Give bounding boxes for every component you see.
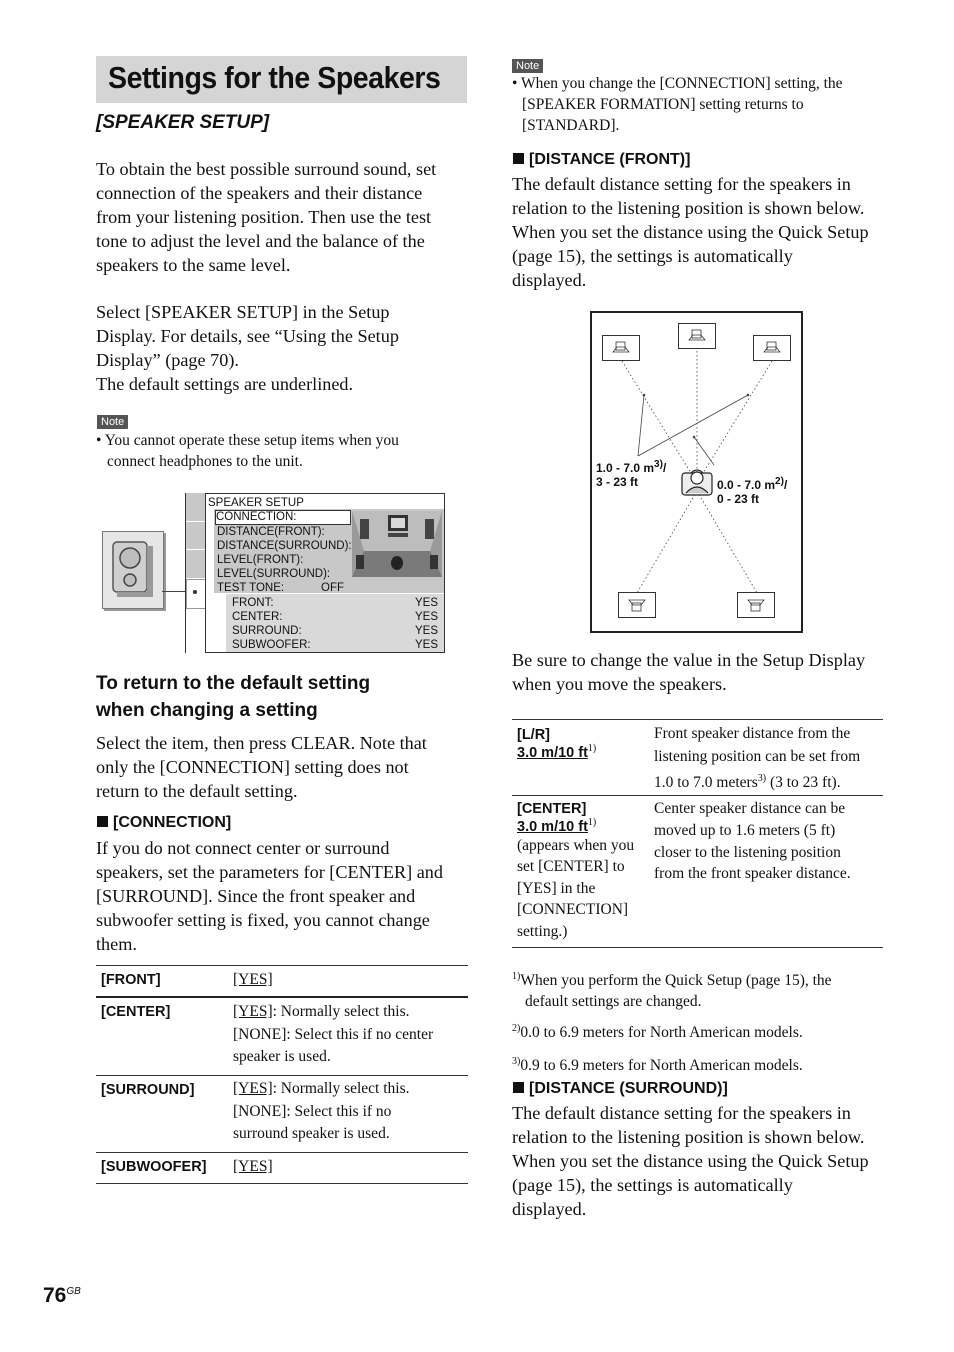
page-title: Settings for the Speakers: [108, 60, 441, 95]
table-key: [CENTER]: [101, 1004, 171, 1020]
connection-line: If you do not connect center or surround: [96, 838, 390, 858]
body-line: When you set the distance using the Quick Setup: [512, 1151, 869, 1171]
page-number: $76^{GB}$: [43, 1284, 81, 1307]
osd-test-tone-value: OFF: [321, 582, 344, 594]
note-badge-1: [97, 412, 128, 430]
note-line: • When you change the [CONNECTION] setting, the: [512, 75, 843, 92]
note-2: [512, 73, 892, 136]
body-line: When you set the distance using the Quick Setup: [512, 222, 869, 242]
room-thumbnail: [352, 511, 442, 577]
select-paragraph: [96, 300, 468, 396]
distance-front-heading: [513, 151, 690, 169]
osd-sub-value: YES: [415, 611, 439, 623]
table-key: [L/R]: [517, 727, 551, 743]
footnotes: [512, 966, 902, 1076]
center-distance-range-label: 0.0 - 7.0 $m^{2)}/$ 0 - 23 ft: [717, 476, 788, 506]
note-badge-2: [512, 56, 543, 74]
osd-sub-value: YES: [415, 625, 439, 637]
osd-menu-item[interactable]: LEVEL(SURROUND):: [217, 568, 331, 580]
lr-cell: [L/R] 3.0 m/10 $ft^{1)}$: [517, 727, 597, 761]
osd-sub-value: YES: [415, 597, 439, 609]
center-cell: [CENTER] 3.0 m/10 $ft^{1)}$ (appears when you set [CENTER] to [YES] in the [CONNECTION] setting.): [517, 801, 649, 942]
square-bullet-icon: [513, 1082, 524, 1093]
osd-sub-label: SURROUND:: [232, 625, 302, 637]
body-line: (page 15), the settings is automatically: [512, 1175, 793, 1195]
body-line: relation to the listening position is shown below.: [512, 198, 865, 218]
connection-heading-text: [CONNECTION]: [113, 814, 232, 831]
osd-header: SPEAKER SETUP: [208, 497, 304, 509]
intro-line: tone to adjust the level and the balance of the: [96, 231, 425, 251]
body-line: Be sure to change the value in the Setup Display: [512, 650, 866, 670]
table-value: [YES]: [233, 1158, 273, 1175]
table-value: [YES]: Normally select this. [NONE]: Select this if no surround speaker is used.: [233, 1080, 410, 1142]
return-heading: [96, 670, 476, 724]
table-key: [CENTER]: [517, 801, 587, 817]
note-label: Note: [97, 415, 128, 429]
table-value: [YES]: [233, 971, 273, 988]
osd-sub-label: FRONT:: [232, 597, 274, 609]
distance-surround-heading-text: [DISTANCE (SURROUND)]: [529, 1080, 728, 1097]
body-line: displayed.: [512, 270, 587, 290]
connection-line: [SURROUND]. Since the front speaker and: [96, 886, 416, 906]
footnote: $^{3)}$0.9 to 6.9 meters for North American models.: [512, 1056, 803, 1075]
distance-front-heading-text: [DISTANCE (FRONT)]: [529, 151, 691, 168]
title-banner: [96, 56, 467, 103]
lr-description: Front speaker distance from the listening position can be set from 1.0 to 7.0 meters$^{3)}$ (3 to 23 ft).: [654, 725, 861, 792]
select-line: Select [SPEAKER SETUP] in the Setup: [96, 302, 390, 322]
return-line: Select the item, then press CLEAR. Note that: [96, 733, 427, 753]
intro-line: connection of the speakers and their distance: [96, 183, 423, 203]
intro-line: To obtain the best possible surround sound, set: [96, 159, 437, 179]
intro-paragraph: [96, 157, 468, 277]
section-subtitle: [SPEAKER SETUP]: [96, 112, 270, 133]
table-key: [FRONT]: [101, 972, 161, 988]
note-line: [STANDARD].: [522, 117, 620, 134]
note-label: Note: [512, 59, 543, 73]
select-line: Display” (page 70).: [96, 350, 239, 370]
distance-front-body: [512, 172, 902, 292]
front-right-speaker-icon: [753, 335, 791, 361]
distance-surround-heading: [513, 1080, 728, 1098]
return-line: return to the default setting.: [96, 781, 298, 801]
footnote-line: default settings are changed.: [525, 993, 702, 1011]
front-distance-range-label: 1.0 - 7.0 $m^{3)}/$ 3 - 23 ft: [596, 459, 667, 489]
listener-icon: [681, 467, 713, 497]
select-line: The default settings are underlined.: [96, 374, 354, 394]
connection-heading: [97, 814, 231, 832]
osd-sub-value: YES: [415, 639, 439, 651]
osd-menu-item[interactable]: DISTANCE(SURROUND):: [217, 540, 352, 552]
center-speaker-icon: [678, 323, 716, 349]
be-sure-paragraph: [512, 648, 902, 696]
intro-line: speakers to the same level.: [96, 255, 291, 275]
osd-sub-label: CENTER:: [232, 611, 283, 623]
surround-right-speaker-icon: [737, 592, 775, 618]
body-line: The default distance setting for the speakers in: [512, 1103, 851, 1123]
table-key: [SUBWOOFER]: [101, 1159, 207, 1175]
body-line: (page 15), the settings is automatically: [512, 246, 793, 266]
return-body: [96, 731, 468, 803]
footnote: $^{1)}$When you perform the Quick Setup (page 15), the: [512, 971, 832, 990]
speaker-distance-diagram: [590, 311, 803, 633]
osd-panel: [205, 493, 445, 653]
surround-left-speaker-icon: [618, 592, 656, 618]
speaker-setup-icon: [102, 531, 164, 609]
note-line: [SPEAKER FORMATION] setting returns to: [522, 96, 804, 113]
return-heading-line: when changing a setting: [96, 700, 318, 721]
osd-test-tone-label[interactable]: TEST TONE:: [217, 582, 285, 594]
return-heading-line: To return to the default setting: [96, 673, 371, 694]
table-value: [YES]: Normally select this. [NONE]: Select this if no center speaker is used.: [233, 1003, 434, 1065]
speaker-setup-osd-figure: [100, 493, 445, 653]
return-line: only the [CONNECTION] setting does not: [96, 757, 409, 777]
select-line: Display. For details, see “Using the Setup: [96, 326, 399, 346]
body-line: The default distance setting for the speakers in: [512, 174, 851, 194]
intro-line: from your listening position. Then use the test: [96, 207, 432, 227]
connection-line: subwoofer setting is fixed, you cannot change: [96, 910, 430, 930]
body-line: displayed.: [512, 1199, 587, 1219]
footnote: $^{2)}$0.0 to 6.9 meters for North American models.: [512, 1023, 803, 1042]
osd-sub-label: SUBWOOFER:: [232, 639, 311, 651]
connection-line: speakers, set the parameters for [CENTER] and: [96, 862, 443, 882]
square-bullet-icon: [97, 816, 108, 827]
note-line: connect headphones to the unit.: [107, 453, 303, 470]
connection-body: [96, 836, 471, 956]
osd-menu-connection[interactable]: CONNECTION:: [215, 510, 351, 525]
osd-menu-item[interactable]: LEVEL(FRONT):: [217, 554, 304, 566]
body-line: relation to the listening position is shown below.: [512, 1127, 865, 1147]
note-1: [96, 430, 468, 472]
body-line: when you move the speakers.: [512, 674, 727, 694]
table-key: [SURROUND]: [101, 1082, 195, 1098]
center-description: Center speaker distance can be moved up to 1.6 meters (5 ft) closer to the listening position from the front speaker distance.: [654, 800, 851, 883]
distance-surround-body: [512, 1101, 902, 1221]
square-bullet-icon: [513, 153, 524, 164]
front-left-speaker-icon: [602, 335, 640, 361]
connection-line: them.: [96, 934, 137, 954]
osd-menu-item[interactable]: DISTANCE(FRONT):: [217, 526, 325, 538]
note-line: • You cannot operate these setup items when you: [96, 432, 399, 449]
